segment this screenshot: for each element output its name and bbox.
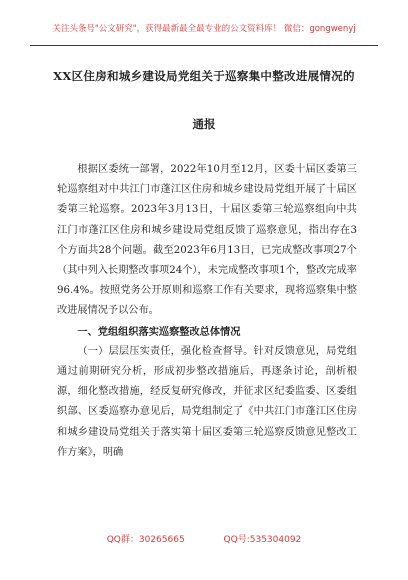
footer-promo: [0, 532, 408, 545]
paragraph-intro: 根据区委统一部署，2022年10月至12月，区委十届区委第三轮巡察组对中共江门市蓬江区住房和城乡建设局党组开展了十届区委第三轮巡察。2023年3月13日，十届区委第三轮巡察组向中共江门市蓬江区住房和城乡建设局党组反馈了巡察意见，指出存在3个方面共28个问题。截至2023年6月13日，已完成整改事项27个（其中列入长期整改事项24个），未完成整改事项1个，整改完成率96.4%。按照党务公开原则和巡察工作有关要求，现将巡察集中整改进展情况予以公布。: [57, 164, 357, 317]
footer-qq-group: QQ群：30265665: [106, 535, 185, 545]
header-promo-text: 关注头条号"公文研究"，获得最新最全最专业的公文资料库！ 微信：gongwenyj: [52, 24, 356, 34]
footer-qq-number: QQ号:535304092: [223, 535, 302, 545]
document-title-continued: 通报: [192, 117, 216, 131]
header-divider: [30, 45, 378, 46]
section-heading: 一、党组组织落实巡察整改总体情况: [77, 325, 241, 338]
document-title: XX区住房和城乡建设局党组关于巡察集中整改进展情况的: [53, 69, 355, 83]
paragraph-section-1: （一）层层压实责任，强化检查督导。针对反馈意见，局党组通过前期研究分析，形成初步整改措施后，再逐条讨论，剖析根源，细化整改措施，经反复研究修改，并征求区纪委监委、区委组织部、区委巡察办意见后，局党组制定了《中共江门市蓬江区住房和城乡建设局党组关于落实第十届区委第三轮巡察反馈意见整改工作方案》，明确: [57, 345, 357, 458]
document-body: [57, 160, 357, 463]
